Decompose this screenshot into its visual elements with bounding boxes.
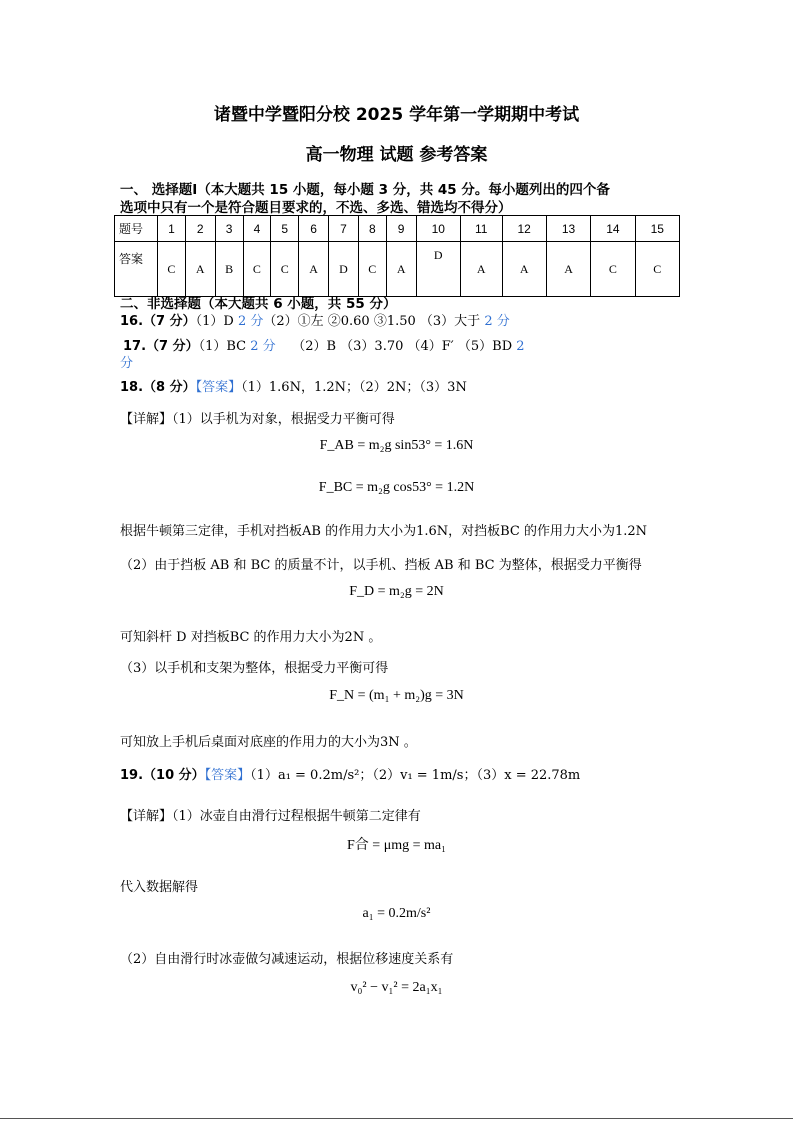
q18-answer-tag: 【答案】	[195, 380, 242, 395]
table-cell: C	[591, 242, 635, 297]
table-cell: 14	[591, 216, 635, 242]
table-cell: 9	[386, 216, 416, 242]
question-number-row	[115, 216, 680, 242]
table-cell: 15	[635, 216, 679, 242]
q17-line	[123, 335, 525, 354]
table-cell: A	[299, 242, 329, 297]
q19-label: 19.（10 分）	[120, 768, 205, 783]
table-cell: A	[502, 242, 546, 297]
q18-detail-tag: 【详解】	[120, 412, 173, 427]
exam-title: 诸暨中学暨阳分校 2025 学年第一学期期中考试	[213, 105, 580, 125]
q17-wrap: 分	[120, 356, 134, 371]
q19-detail1: （1）冰壶自由滑行过程根据牛顿第二定律有	[172, 809, 421, 824]
q17-score2: 2	[516, 339, 525, 354]
table-cell: B	[215, 242, 243, 297]
table-cell: 3	[215, 216, 243, 242]
table-cell: A	[460, 242, 502, 297]
q19-equation3: v₀² − v₁² = 2a₁x₁	[350, 980, 443, 995]
q16-score2: 2 分	[484, 314, 510, 329]
table-cell: 12	[502, 216, 546, 242]
q18-equation2: F_BC = m₂g cos53° = 1.2N	[318, 480, 475, 495]
table-cell: 13	[546, 216, 590, 242]
table-cell: 2	[185, 216, 215, 242]
q19-detail2: 代入数据解得	[120, 880, 199, 895]
table-cell: C	[158, 242, 186, 297]
table-cell: D	[329, 242, 359, 297]
q16-score1: 2 分	[237, 314, 264, 329]
row-label-number: 题号	[115, 216, 158, 242]
table-cell: 7	[329, 216, 359, 242]
answer-row	[115, 242, 680, 297]
table-cell: C	[271, 242, 299, 297]
q19-answer-line	[120, 764, 580, 783]
q17-part1: （1）BC	[198, 339, 251, 354]
exam-subtitle: 高一物理 试题 参考答案	[305, 145, 488, 165]
table-cell: A	[546, 242, 590, 297]
page-bottom-rule	[0, 1118, 793, 1119]
table-cell: 11	[460, 216, 502, 242]
table-cell: 6	[299, 216, 329, 242]
table-cell: C	[243, 242, 271, 297]
q19-detail3: （2）自由滑行时冰壶做匀减速运动，根据位移速度关系有	[120, 952, 454, 967]
table-cell: A	[386, 242, 416, 297]
q16-line	[120, 310, 510, 329]
q17-part2: （2）B （3）3.70 （4）F′ （5）BD	[292, 339, 517, 354]
q16-part2: （2）①左 ②0.60 ③1.50 （3）大于	[263, 314, 485, 329]
answer-table	[114, 215, 680, 297]
table-cell: D	[416, 242, 460, 297]
q17-score1: 2 分	[250, 339, 276, 354]
q18-detail-line1	[120, 408, 395, 427]
section1-heading-line1: 一、 选择题Ⅰ（本大题共 15 小题，每小题 3 分，共 45 分。每小题列出的四个备	[120, 182, 610, 198]
q18-detail1: （1）以手机为对象，根据受力平衡可得	[172, 412, 395, 427]
q18-detail3: （2）由于挡板 AB 和 BC 的质量不计，以手机、挡板 AB 和 BC 为整体，根据受力平衡得	[120, 558, 642, 573]
q19-detail-line1	[120, 805, 421, 824]
table-cell: C	[358, 242, 386, 297]
q19-detail-tag: 【详解】	[120, 809, 173, 824]
q18-equation3: F_D = m₂g = 2N	[349, 584, 444, 599]
q18-equation1: F_AB = m₂g sin53° = 1.6N	[319, 438, 474, 453]
table-cell: A	[185, 242, 215, 297]
q19-equation2: a₁ = 0.2m/s²	[362, 906, 431, 921]
table-cell: 5	[271, 216, 299, 242]
q19-answer-tag: 【答案】	[204, 768, 251, 783]
table-cell: 8	[358, 216, 386, 242]
q16-part1: （1）D	[195, 314, 238, 329]
section1-heading-line2: 选项中只有一个是符合题目要求的，不选、多选、错选均不得分）	[120, 200, 512, 216]
q18-label: 18.（8 分）	[120, 380, 196, 395]
q18-detail5: （3）以手机和支架为整体，根据受力平衡可得	[120, 661, 389, 676]
q18-answer: （1）1.6N，1.2N；（2）2N；（3）3N	[241, 380, 467, 395]
q19-equation1: F合 = μmg = ma₁	[347, 838, 446, 853]
q18-detail2: 根据牛顿第三定律，手机对挡板AB 的作用力大小为1.6N，对挡板BC 的作用力大小为1.2N	[120, 524, 648, 539]
q17-label: 17.（7 分）	[123, 339, 199, 354]
q16-label: 16.（7 分）	[120, 314, 196, 329]
table-cell: 1	[158, 216, 186, 242]
q18-equation4: F_N = (m₁ + m₂)g = 3N	[329, 688, 464, 703]
table-cell: 4	[243, 216, 271, 242]
q18-answer-line	[120, 376, 467, 395]
row-label-answer: 答案	[115, 242, 158, 297]
q19-answer: （1）a₁ = 0.2m/s²；（2）v₁ = 1m/s；（3）x = 22.78m	[250, 768, 581, 783]
table-cell: C	[635, 242, 679, 297]
q18-detail6: 可知放上手机后桌面对底座的作用力的大小为3N 。	[120, 735, 417, 750]
section2-heading: 二、非选择题（本大题共 6 小题，共 55 分）	[120, 296, 397, 312]
table-cell: 10	[416, 216, 460, 242]
q18-detail4: 可知斜杆 D 对挡板BC 的作用力大小为2N 。	[120, 630, 382, 645]
